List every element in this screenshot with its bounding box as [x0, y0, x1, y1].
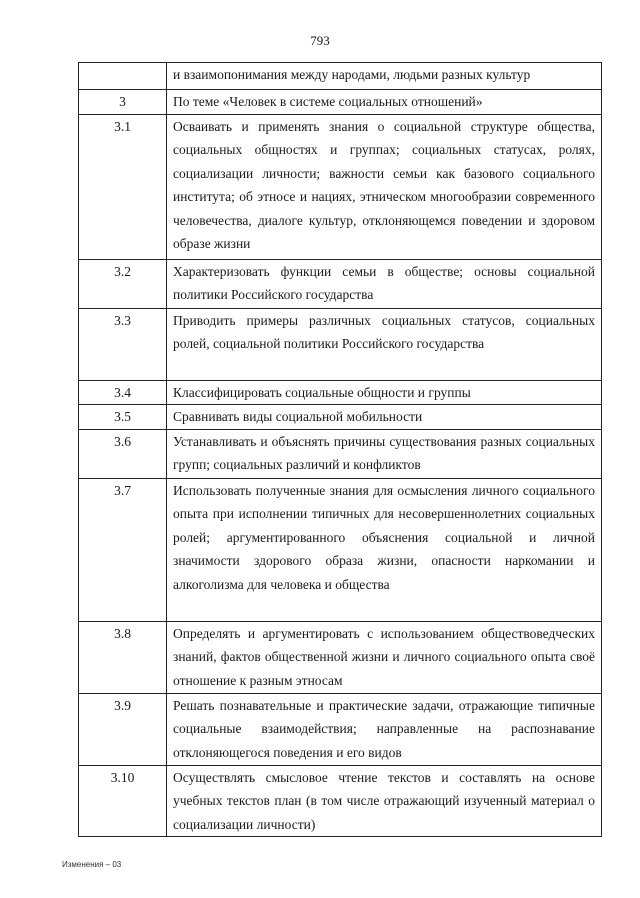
item-number: [79, 63, 167, 90]
item-text: Определять и аргументировать с использованием обществоведческих знаний, фактов общественной жизни и личного социального опыта своё отношение к разным этносам: [167, 621, 602, 693]
item-number: 3.1: [79, 114, 167, 259]
curriculum-table: [78, 62, 602, 837]
page-number: 793: [310, 33, 330, 48]
table-row: [79, 621, 602, 693]
item-text: Устанавливать и объяснять причины существования разных социальных групп; социальных различий и конфликтов: [167, 429, 602, 478]
table-row: [79, 63, 602, 90]
item-number: 3.7: [79, 478, 167, 621]
item-number: 3.2: [79, 259, 167, 308]
table-row: [79, 259, 602, 308]
item-text: Классифицировать социальные общности и группы: [167, 380, 602, 405]
item-text: Осуществлять смысловое чтение текстов и составлять на основе учебных текстов план (в том числе отражающий изученный материал о социализации личности): [167, 765, 602, 837]
table-row: [79, 765, 602, 837]
table-row: [79, 405, 602, 430]
item-text: Приводить примеры различных социальных статусов, социальных ролей, социальной политики Российского государства: [167, 308, 602, 380]
item-text: Характеризовать функции семьи в обществе; основы социальной политики Российского государства: [167, 259, 602, 308]
table-row: [79, 429, 602, 478]
item-text: По теме «Человек в системе социальных отношений»: [167, 90, 602, 115]
item-number: 3.4: [79, 380, 167, 405]
item-number: 3.10: [79, 765, 167, 837]
item-number: 3.6: [79, 429, 167, 478]
item-text: Решать познавательные и практические задачи, отражающие типичные социальные взаимодействия; направленные на распознавание отклоняющегося поведения и его видов: [167, 693, 602, 765]
item-number: 3: [79, 90, 167, 115]
item-text: и взаимопонимания между народами, людьми разных культур: [167, 63, 602, 90]
footer-revision-note: Изменения – 03: [62, 860, 122, 869]
item-text: Сравнивать виды социальной мобильности: [167, 405, 602, 430]
item-number: 3.3: [79, 308, 167, 380]
item-text: Использовать полученные знания для осмысления личного социального опыта при исполнении типичных для несовершеннолетних социальных ролей; аргументированного объяснения социальной и личной значимости здорового образа жизни, опасности наркомании и алкоголизма для человека и общества: [167, 478, 602, 621]
table-row: [79, 90, 602, 115]
item-number: 3.5: [79, 405, 167, 430]
table-row: [79, 380, 602, 405]
table-row: [79, 693, 602, 765]
item-text: Осваивать и применять знания о социальной структуре общества, социальных общностях и группах; социальных статусах, ролях, социализации личности; важности семьи как базового социального института; об этносе и нациях, этническом многообразии современного человечества, диалоге культур, отклоняющемся поведении и здоровом образе жизни: [167, 114, 602, 259]
table-row: [79, 308, 602, 380]
table-row: [79, 114, 602, 259]
table-row: [79, 478, 602, 621]
item-number: 3.9: [79, 693, 167, 765]
item-number: 3.8: [79, 621, 167, 693]
